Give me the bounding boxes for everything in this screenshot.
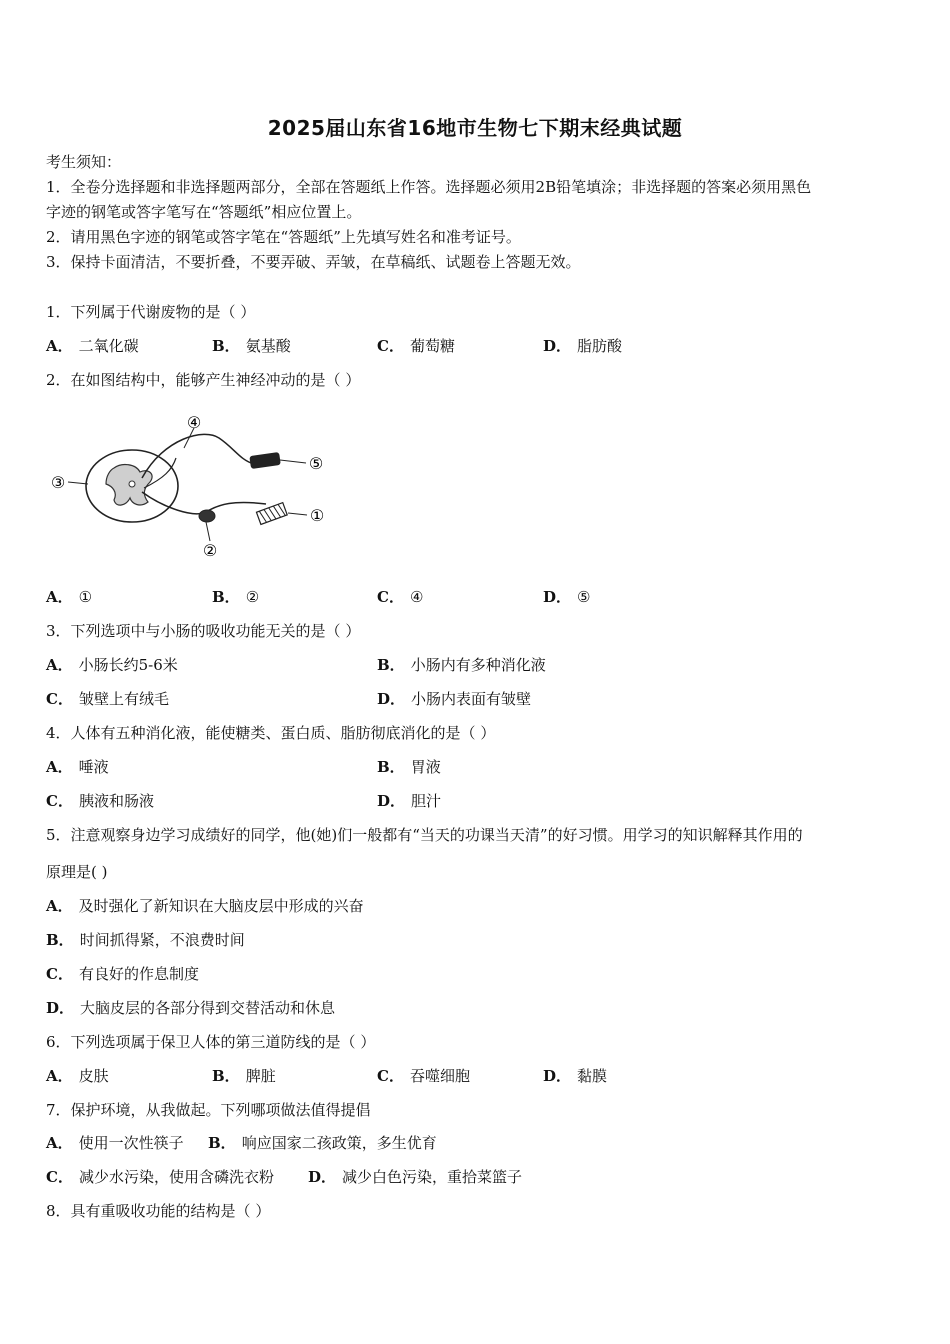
q3-option-a[interactable]	[46, 655, 178, 675]
option-text: 二氧化碳	[78, 337, 139, 355]
q7-option-b[interactable]	[208, 1133, 437, 1153]
option-text: 减少白色污染，重拾菜篮子	[342, 1168, 523, 1186]
q4-option-d[interactable]	[377, 791, 441, 811]
option-text: 皮肤	[78, 1067, 109, 1085]
q6-option-c[interactable]	[377, 1066, 470, 1086]
question-1-stem: 1．下列属于代谢废物的是（ ）	[46, 303, 256, 321]
option-key: B．	[212, 337, 240, 355]
option-text: 使用一次性筷子	[78, 1134, 184, 1152]
notice-line-1: 1．全卷分选择题和非选择题两部分，全部在答题纸上作答。选择题必须用2B铅笔填涂；非选择题的答案必须用黑色	[46, 178, 812, 196]
question-6-stem: 6．下列选项属于保卫人体的第三道防线的是（ ）	[46, 1033, 376, 1051]
option-key: D．	[543, 337, 572, 355]
q6-option-a[interactable]	[46, 1066, 109, 1086]
option-key: A．	[46, 758, 73, 776]
q3-option-d[interactable]	[377, 689, 531, 709]
question-3-stem: 3．下列选项中与小肠的吸收功能无关的是（ ）	[46, 622, 361, 640]
central-canal	[129, 481, 135, 487]
q7-option-d[interactable]	[308, 1167, 522, 1187]
option-text: 大脑皮层的各部分得到交替活动和休息	[80, 999, 336, 1017]
option-text: 减少水污染，使用含磷洗衣粉	[78, 1168, 274, 1186]
option-text: 唾液	[78, 758, 109, 776]
option-key: C．	[377, 1067, 404, 1085]
option-key: C．	[46, 965, 73, 983]
efferent-nerve	[142, 434, 254, 478]
option-text: 脾脏	[245, 1067, 276, 1085]
reflex-arc-diagram	[44, 408, 334, 568]
q2-option-d[interactable]	[543, 587, 590, 607]
option-text: 吞噬细胞	[409, 1067, 470, 1085]
option-key: B．	[208, 1134, 236, 1152]
q2-option-b[interactable]	[212, 587, 259, 607]
q3-option-c[interactable]	[46, 689, 169, 709]
q4-option-a[interactable]	[46, 757, 109, 777]
option-key: C．	[377, 588, 404, 606]
q5-option-c[interactable]	[46, 964, 199, 984]
q1-option-b[interactable]	[212, 336, 291, 356]
option-text: 胰液和肠液	[78, 792, 154, 810]
option-text: 小肠内有多种消化液	[410, 656, 546, 674]
q2-option-a[interactable]	[46, 587, 92, 607]
option-text: ①	[78, 588, 93, 606]
q7-option-c[interactable]	[46, 1167, 274, 1187]
notice-line-2: 字迹的钢笔或答字笔写在“答题纸”相应位置上。	[46, 203, 362, 221]
option-key: C．	[46, 1168, 73, 1186]
question-7-stem: 7．保护环境，从我做起。下列哪项做法值得提倡	[46, 1101, 371, 1119]
leader-line-3	[68, 482, 88, 484]
option-text: 时间抓得紧，不浪费时间	[79, 931, 245, 949]
q2-option-c[interactable]	[377, 587, 423, 607]
q1-option-a[interactable]	[46, 336, 139, 356]
notice-line-4: 3．保持卡面清洁，不要折叠，不要弄破、弄皱，在草稿纸、试题卷上答题无效。	[46, 253, 581, 271]
option-key: B．	[212, 1067, 240, 1085]
label-2: ②	[202, 541, 218, 560]
question-5-stem-cont: 原理是( )	[46, 863, 108, 881]
question-2-stem: 2．在如图结构中，能够产生神经冲动的是（ ）	[46, 371, 361, 389]
option-key: B．	[377, 758, 405, 776]
label-3: ③	[50, 473, 66, 492]
option-key: A．	[46, 656, 73, 674]
q4-option-b[interactable]	[377, 757, 441, 777]
ganglion	[199, 510, 215, 522]
q5-option-b[interactable]	[46, 930, 245, 950]
option-key: D．	[377, 690, 406, 708]
option-text: 小肠长约5-6米	[78, 656, 178, 674]
q7-option-a[interactable]	[46, 1133, 184, 1153]
option-key: B．	[212, 588, 240, 606]
q1-option-c[interactable]	[377, 336, 455, 356]
option-key: D．	[543, 588, 572, 606]
leader-line-5	[280, 460, 306, 463]
q4-option-c[interactable]	[46, 791, 154, 811]
label-1: ①	[309, 506, 325, 525]
label-4: ④	[186, 413, 202, 432]
option-text: 小肠内表面有皱壁	[411, 690, 532, 708]
effector-muscle	[249, 452, 281, 469]
q3-option-b[interactable]	[377, 655, 546, 675]
option-key: A．	[46, 1067, 73, 1085]
option-text: ②	[245, 588, 260, 606]
option-text: 氨基酸	[245, 337, 291, 355]
q6-option-b[interactable]	[212, 1066, 276, 1086]
option-key: C．	[46, 792, 73, 810]
option-key: A．	[46, 337, 73, 355]
notice-heading: 考生须知：	[46, 153, 122, 171]
label-5: ⑤	[308, 454, 324, 473]
q1-option-d[interactable]	[543, 336, 622, 356]
question-5-stem: 5．注意观察身边学习成绩好的同学，他(她)们一般都有“当天的功课当天清”的好习惯。用学习的知识解释其作用的	[46, 826, 803, 844]
option-text: 胃液	[410, 758, 441, 776]
option-text: 皱壁上有绒毛	[78, 690, 169, 708]
option-text: 响应国家二孩政策，多生优育	[241, 1134, 437, 1152]
page-title: 2025届山东省16地市生物七下期末经典试题	[267, 116, 683, 140]
option-text: 及时强化了新知识在大脑皮层中形成的兴奋	[78, 897, 364, 915]
option-key: A．	[46, 1134, 73, 1152]
option-text: 黏膜	[577, 1067, 608, 1085]
option-key: D．	[377, 792, 406, 810]
q5-option-a[interactable]	[46, 896, 364, 916]
option-text: 脂肪酸	[577, 337, 623, 355]
question-8-stem: 8．具有重吸收功能的结构是（ ）	[46, 1202, 271, 1220]
option-key: D．	[46, 999, 75, 1017]
question-4-stem: 4．人体有五种消化液，能使糖类、蛋白质、脂肪彻底消化的是（ ）	[46, 724, 496, 742]
q6-option-d[interactable]	[543, 1066, 607, 1086]
option-key: D．	[308, 1168, 337, 1186]
option-key: C．	[377, 337, 404, 355]
option-key: A．	[46, 588, 73, 606]
option-key: B．	[46, 931, 74, 949]
leader-line-1	[288, 513, 307, 515]
notice-line-3: 2．请用黑色字迹的钢笔或答字笔在“答题纸”上先填写姓名和准考证号。	[46, 228, 521, 246]
option-key: B．	[377, 656, 405, 674]
option-text: ⑤	[577, 588, 591, 606]
option-key: C．	[46, 690, 73, 708]
receptor-skin	[256, 503, 287, 525]
leader-line-2	[206, 522, 210, 541]
q5-option-d[interactable]	[46, 998, 335, 1018]
option-text: 胆汁	[411, 792, 442, 810]
option-key: D．	[543, 1067, 572, 1085]
option-text: 葡萄糖	[409, 337, 455, 355]
option-key: A．	[46, 897, 73, 915]
option-text: ④	[409, 588, 424, 606]
option-text: 有良好的作息制度	[78, 965, 199, 983]
